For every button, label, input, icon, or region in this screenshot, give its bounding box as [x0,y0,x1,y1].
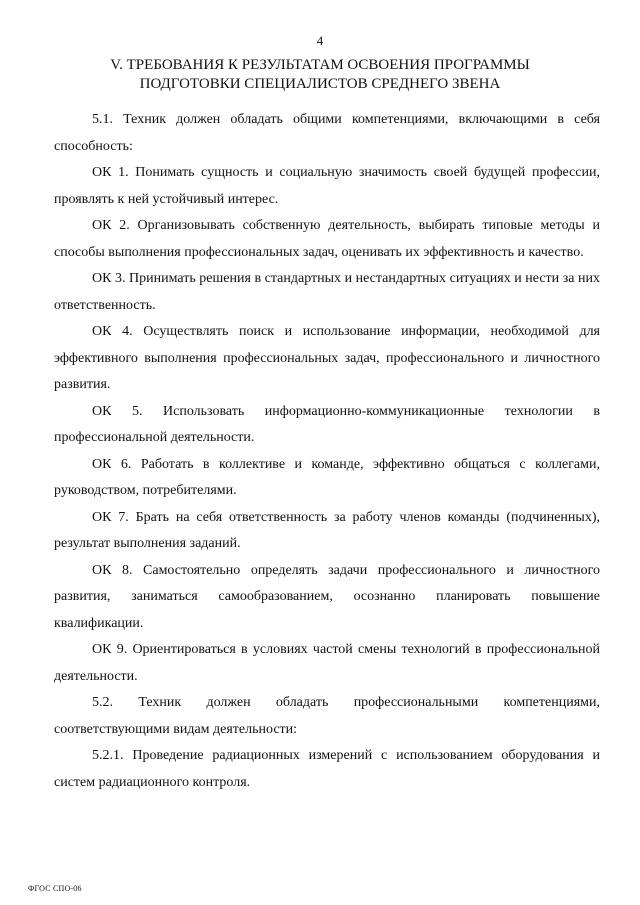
paragraph-ok-3: ОК 3. Принимать решения в стандартных и нестандартных ситуациях и нести за них ответственность. [54,271,600,313]
paragraph-ok-6: ОК 6. Работать в коллективе и команде, эффективно общаться с коллегами, руководством, потребителями. [54,456,600,498]
paragraph-ok-4: ОК 4. Осуществлять поиск и использование информации, необходимой для эффективного выполнения профессиональных задач, профессионального и личностного развития. [54,324,600,392]
paragraph-ok-9: ОК 9. Ориентироваться в условиях частой смены технологий в профессиональной деятельности. [54,642,600,684]
section-title-line-1: V. ТРЕБОВАНИЯ К РЕЗУЛЬТАТАМ ОСВОЕНИЯ ПРОГРАММЫ [110,57,530,73]
paragraph-5-2-1: 5.2.1. Проведение радиационных измерений с использованием оборудования и систем радиационного контроля. [54,748,600,790]
paragraph-ok-8: ОК 8. Самостоятельно определять задачи профессионального и личностного развития, заниматься самообразованием, осознанно планировать повышение квалификации. [54,562,600,631]
paragraph-5-2: 5.2. Техник должен обладать профессиональными компетенциями, соответствующими видам деятельности: [54,695,600,737]
footer-standard-code: ФГОС СПО-06 [28,884,82,893]
section-title [40,56,600,94]
section-title-line-2: ПОДГОТОВКИ СПЕЦИАЛИСТОВ СРЕДНЕГО ЗВЕНА [139,76,501,92]
document-body [54,107,600,796]
paragraph-ok-1: ОК 1. Понимать сущность и социальную значимость своей будущей профессии, проявлять к ней устойчивый интерес. [54,165,600,207]
paragraph-5-1: 5.1. Техник должен обладать общими компетенциями, включающими в себя способность: [54,112,600,154]
paragraph-ok-2: ОК 2. Организовывать собственную деятельность, выбирать типовые методы и способы выполнения профессиональных задач, оценивать их эффективность и качество. [54,218,600,260]
paragraph-ok-7: ОК 7. Брать на себя ответственность за работу членов команды (подчиненных), результат выполнения заданий. [54,509,600,551]
page-number: 4 [316,33,324,48]
paragraph-ok-5: ОК 5. Использовать информационно-коммуникационные технологии в профессиональной деятельности. [54,403,600,445]
